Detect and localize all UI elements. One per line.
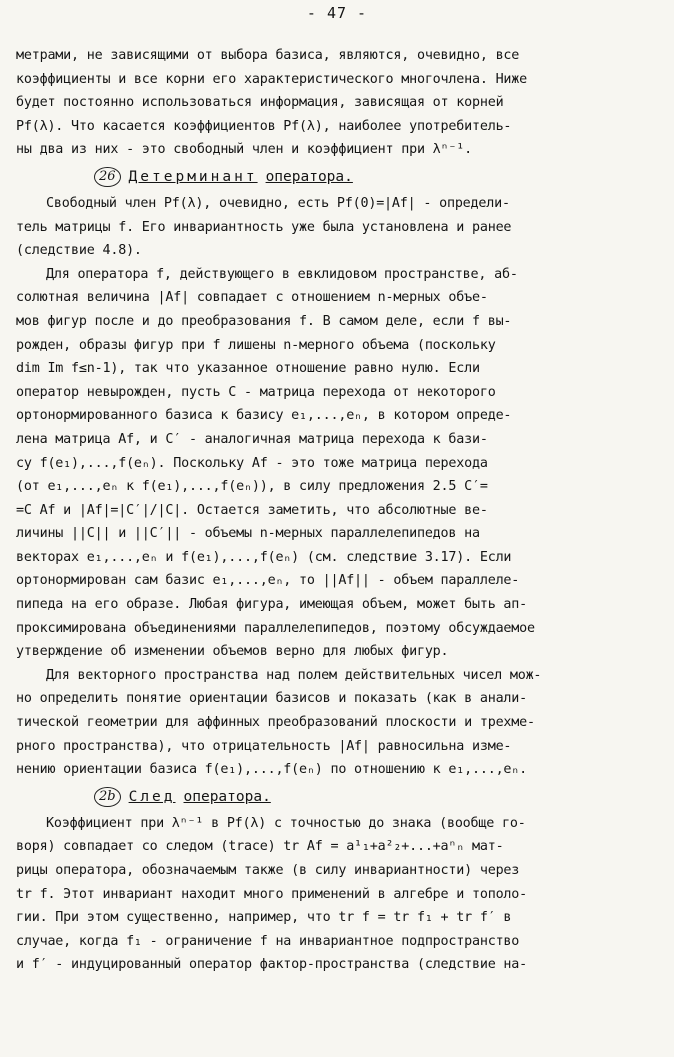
text-line: dim Im f≤n-1), так что указанное отношение равно нулю. Если [16, 361, 480, 377]
text-line: (следствие 4.8). [16, 243, 142, 259]
section-title: След [128, 788, 176, 805]
text-line: солютная величина |Af| совпадает с отношением n-мерных объе- [16, 290, 488, 306]
text-line: воря) совпадает со следом (trace) tr Af = a¹₁+a²₂+...+aⁿₙ мат- [16, 839, 504, 855]
section-subtitle: оператора. [183, 788, 271, 805]
text-line: ортонормирован сам базис e₁,...,eₙ, то ||Af|| - объем параллеле- [16, 573, 520, 589]
text-line: но определить понятие ориентации базисов и показать (как в анали- [16, 691, 528, 707]
text-line: будет постоянно использоваться информация, зависящая от корней [16, 95, 504, 111]
text-line: утверждение об изменении объемов верно для любых фигур. [16, 644, 449, 660]
text-line: коэффициенты и все корни его характеристического многочлена. Ниже [16, 71, 528, 87]
text-line: ны два из них - это свободный член и коэффициент при λⁿ⁻¹. [16, 142, 472, 158]
text-line: гии. При этом существенно, например, что tr f = tr f₁ + tr f′ в [16, 910, 512, 926]
text-line: Свободный член Pf(λ), очевидно, есть Pf(0)=|Af| - определи- [46, 195, 510, 211]
text-line: векторах e₁,...,eₙ и f(e₁),...,f(eₙ) (см. следствие 3.17). Если [16, 549, 512, 565]
text-line: мов фигур после и до преобразования f. В самом деле, если f вы- [16, 313, 512, 329]
text-line: случае, когда f₁ - ограничение f на инвариантное подпространство [16, 933, 520, 949]
text-line: пипеда на его образе. Любая фигура, имеющая объем, может быть ап- [16, 597, 528, 613]
page-body [16, 44, 656, 977]
text-line: tr f. Этот инвариант находит много применений в алгебре и тополо- [16, 886, 528, 902]
section-heading-determinant [16, 162, 656, 192]
text-line: су f(e₁),...,f(eₙ). Поскольку Af - это тоже матрица перехода [16, 455, 488, 471]
text-line: Pf(λ). Что касается коэффициентов Pf(λ), наиболее употребитель- [16, 118, 512, 134]
text-line: Коэффициент при λⁿ⁻¹ в Pf(λ) с точностью до знака (вообще го- [46, 815, 526, 831]
text-line: рного пространства), что отрицательность |Af| равносильна изме- [16, 738, 512, 754]
text-line: оператор невырожден, пусть C - матрица перехода от некоторого [16, 384, 496, 400]
text-line: рожден, образы фигур при f лишены n-мерного объема (поскольку [16, 337, 496, 353]
text-line: Для векторного пространства над полем действительных чисел мож- [46, 667, 542, 683]
text-line: (от e₁,...,eₙ к f(e₁),...,f(eₙ)), в силу предложения 2.5 C′= [16, 479, 488, 495]
text-line: тель матрицы f. Его инвариантность уже была установлена и ранее [16, 219, 512, 235]
text-line: ортонормированного базиса к базису e₁,...,eₙ, в котором опреде- [16, 408, 512, 424]
text-line: метрами, не зависящими от выбора базиса, являются, очевидно, все [16, 48, 520, 63]
text-line: тической геометрии для аффинных преобразований плоскости и трехме- [16, 715, 535, 731]
text-line: и f′ - индуцированный оператор фактор-пространства (следствие на- [16, 957, 528, 973]
section-title: Детерминант [128, 168, 258, 185]
section-subtitle: оператора. [265, 168, 353, 185]
text-line: нению ориентации базиса f(e₁),...,f(eₙ) по отношению к e₁,...,eₙ. [16, 762, 528, 778]
page-number: - 47 - [306, 4, 368, 22]
text-line: личины ||C|| и ||C′|| - объемы n-мерных параллелепипедов на [16, 526, 480, 542]
text-line: проксимирована объединениями параллелепипедов, поэтому обсуждаемое [16, 620, 535, 636]
section-heading-trace [16, 782, 656, 812]
section-mark: 26 [94, 167, 121, 187]
text-line: лена матрица Af, и C′ - аналогичная матрица перехода к бази- [16, 431, 488, 447]
section-mark: 2b [94, 787, 121, 807]
text-line: Для оператора f, действующего в евклидовом пространстве, аб- [46, 266, 518, 282]
text-line: рицы оператора, обозначаемым также (в силу инвариантности) через [16, 863, 520, 878]
text-line: =C Af и |Af|=|C′|/|C|. Остается заметить, что абсолютные ве- [16, 502, 488, 518]
